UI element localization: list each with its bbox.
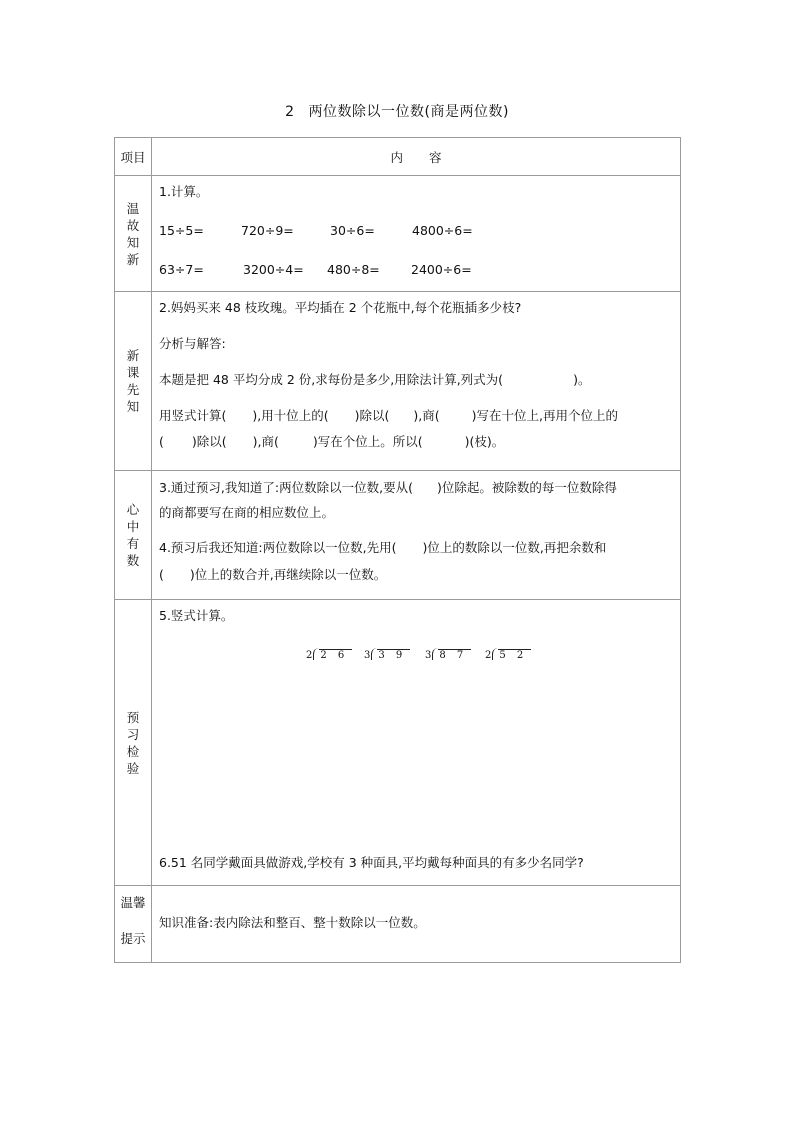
new-lesson-label-cell — [115, 292, 152, 471]
tips-label-cell — [115, 886, 152, 963]
dividend: 5 2 — [498, 649, 531, 661]
worksheet-table — [114, 137, 681, 963]
text-fragment: )除以( — [354, 408, 390, 423]
mind-content — [152, 471, 681, 600]
text-fragment: )位上的数合并,再继续除以一位数。 — [189, 567, 387, 582]
text-fragment: 4.预习后我还知道:两位数除以一位数,先用( — [159, 540, 397, 555]
calc-item: 720÷9= — [241, 223, 294, 238]
long-division — [364, 648, 410, 661]
tips-text: 知识准备:表内除法和整百、整十数除以一位数。 — [159, 915, 426, 930]
calc-item: 63÷7= — [159, 262, 204, 277]
section-tips — [115, 886, 681, 963]
long-division — [485, 648, 531, 661]
calc-item: 15÷5= — [159, 223, 204, 238]
text-fragment: )位上的数除以一位数,再把余数和 — [422, 540, 607, 555]
analysis-sentence-2 — [159, 406, 673, 424]
text-fragment: 本题是把 48 平均分成 2 份,求每份是多少,用除法计算,列式为( — [159, 372, 504, 387]
text-fragment: )写在十位上,再用个位上的 — [471, 408, 618, 423]
section-mind — [115, 471, 681, 600]
text-fragment: 用竖式计算( — [159, 408, 227, 423]
mind-label: 心中有数 — [126, 502, 140, 568]
question-3-line-2: 的商都要写在商的相应数位上。 — [159, 505, 335, 520]
text-fragment: ),用十位上的( — [252, 408, 329, 423]
header-row — [115, 138, 681, 176]
question-6: 6.51 名同学戴面具做游戏,学校有 3 种面具,平均戴每种面具的有多少名同学? — [159, 855, 584, 870]
dividend: 3 9 — [377, 649, 410, 661]
tips-label-top: 温馨 — [120, 895, 146, 910]
divisor: 3 — [425, 650, 432, 661]
question-4-line-1 — [159, 538, 673, 556]
check-label: 预习检验 — [126, 709, 140, 776]
review-label: 温故知新 — [126, 200, 140, 267]
text-fragment: )位除起。被除数的每一位数除得 — [436, 480, 617, 495]
text-fragment: )写在个位上。所以( — [312, 434, 423, 449]
calc-item: 2400÷6= — [411, 262, 472, 277]
calc-row-2 — [159, 262, 673, 280]
calc-item: 480÷8= — [327, 262, 380, 277]
analysis-heading: 分析与解答: — [159, 336, 226, 351]
text-fragment: )。 — [573, 372, 591, 387]
text-fragment: )(枝)。 — [464, 434, 505, 449]
calc-item: 30÷6= — [330, 223, 375, 238]
section-new-lesson — [115, 292, 681, 471]
text-fragment: ( — [159, 434, 164, 449]
lesson-title: 两位数除以一位数(商是两位数) — [308, 104, 509, 120]
new-lesson-label: 新课先知 — [126, 348, 140, 414]
lesson-number: 2 — [285, 104, 295, 120]
calc-row-1 — [159, 223, 673, 241]
dividend: 2 6 — [319, 649, 352, 661]
tips-label-bottom: 提示 — [120, 931, 146, 946]
review-heading: 1.计算。 — [159, 184, 209, 199]
page-title — [0, 101, 794, 121]
analysis-sentence-1 — [159, 370, 673, 388]
text-fragment: )除以( — [191, 434, 227, 449]
check-content — [152, 600, 681, 886]
long-division — [425, 648, 471, 661]
text-fragment: 3.通过预习,我知道了:两位数除以一位数,要从( — [159, 480, 413, 495]
question-5: 5.竖式计算。 — [159, 608, 234, 623]
calc-item: 4800÷6= — [412, 223, 473, 238]
divisor: 2 — [485, 650, 492, 661]
section-check — [115, 600, 681, 886]
text-fragment: ),商( — [413, 408, 440, 423]
review-content — [152, 176, 681, 292]
review-label-cell — [115, 176, 152, 292]
divisor: 3 — [364, 650, 371, 661]
calc-item: 3200÷4= — [243, 262, 304, 277]
header-label: 项目 — [115, 138, 152, 176]
question-4-line-2 — [159, 565, 673, 583]
section-review — [115, 176, 681, 292]
tips-content — [152, 886, 681, 963]
question-3-line-1 — [159, 478, 673, 496]
text-fragment: ),商( — [252, 434, 279, 449]
new-lesson-content — [152, 292, 681, 471]
analysis-sentence-3 — [159, 432, 673, 450]
header-content: 内容 — [152, 138, 681, 176]
dividend: 8 7 — [438, 649, 471, 661]
check-label-cell — [115, 600, 152, 886]
divisor: 2 — [306, 650, 313, 661]
long-division — [306, 648, 352, 661]
question-2: 2.妈妈买来 48 枝玫瑰。平均插在 2 个花瓶中,每个花瓶插多少枝? — [159, 300, 522, 315]
mind-label-cell — [115, 471, 152, 600]
long-division-row — [159, 648, 673, 668]
text-fragment: ( — [159, 567, 164, 582]
